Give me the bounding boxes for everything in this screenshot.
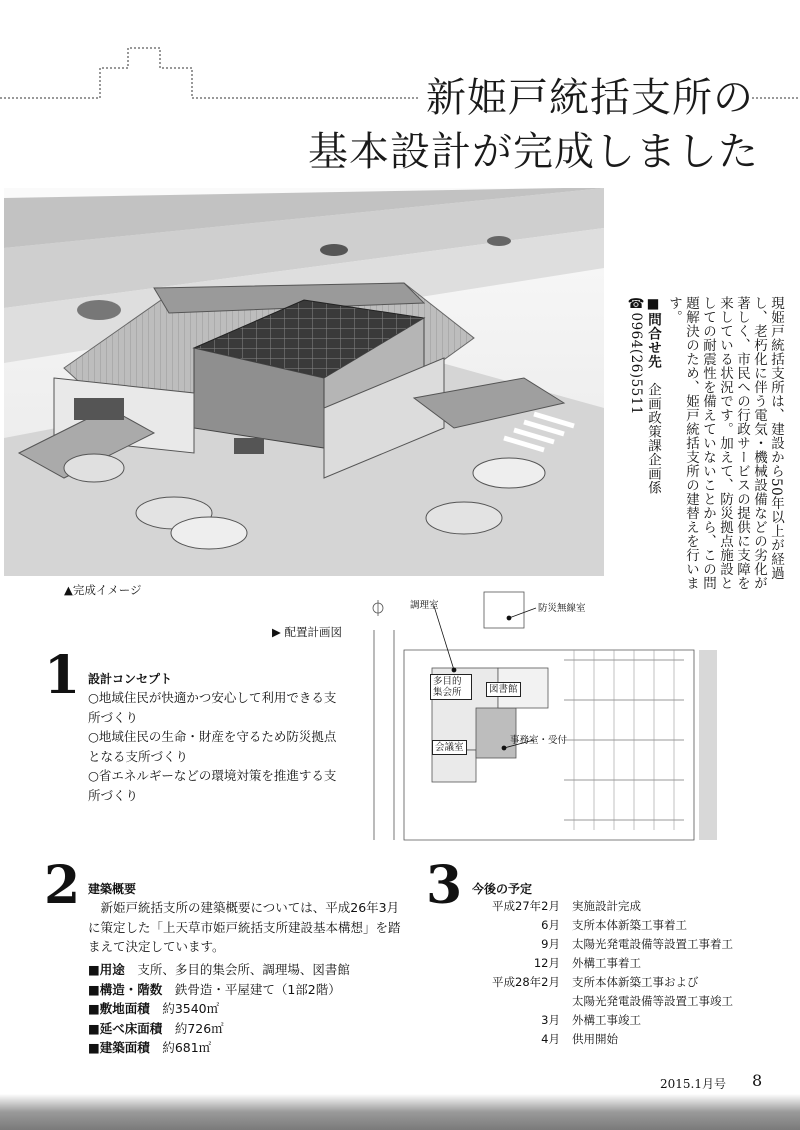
spec-row	[88, 999, 418, 1019]
contact-phone: ☎0964(26)5511	[628, 296, 644, 415]
page-title-line1: 新姫戸統括支所の	[426, 75, 754, 121]
intro-text-block	[588, 296, 784, 596]
contact-label: ■問合せ先	[645, 296, 661, 369]
plan-label-office: 事務室・受付	[510, 735, 568, 746]
site-plan-caption: ▶ 配置計画図	[272, 625, 342, 639]
footer-band	[0, 1094, 800, 1130]
issue-date: 2015.1月号	[660, 1077, 726, 1091]
spec-value: 約3540㎡	[162, 1001, 220, 1016]
concept-item: ○地域住民の生命・財産を守るため防災拠点となる支所づくり	[88, 729, 337, 764]
section2-title: 建築概要	[88, 882, 137, 896]
schedule-list: 平成27年2月 実施設計完成 6月 支所本体新築工事着工 9月 太陽光発電設備等設置工事着工 12月 外構工事着工 平成28年2月 支所本体新築工事および 太陽光発電設備等設置工事竣工 3月 外構工事竣工 4月 供用開始	[492, 899, 733, 1046]
section1-number: 1	[44, 645, 81, 706]
section2-body: 新姫戸統括支所の建築概要については、平成26年3月に策定した「上天草市姫戸統括支所建設基本構想」を踏まえて決定しています。	[88, 900, 401, 954]
concept-item: ○地域住民が快適かつ安心して利用できる支所づくり	[88, 690, 337, 725]
image-caption: ▲完成イメージ	[64, 583, 142, 597]
spec-label: ■構造・階数	[88, 981, 163, 997]
section2-number: 2	[44, 855, 81, 916]
section1-title: 設計コンセプト	[88, 672, 173, 686]
building-rendering-image	[4, 188, 604, 576]
spec-value: 約681㎡	[162, 1040, 212, 1055]
spec-label: ■敷地面積	[88, 1001, 150, 1016]
spec-row	[88, 980, 418, 1000]
page-number: 8	[752, 1071, 763, 1090]
spec-label: ■延べ床面積	[88, 1020, 163, 1036]
spec-row	[88, 960, 418, 980]
spec-value: 約726㎡	[174, 1020, 224, 1036]
spec-value: 支所、多目的集会所、調理場、図書館	[137, 962, 350, 977]
plan-label-radio-room: 防災無線室	[538, 603, 586, 614]
spec-label: ■用途	[88, 962, 125, 977]
plan-label-meeting-room: 会議室	[432, 740, 467, 755]
site-plan-drawing	[364, 590, 724, 850]
spec-value: 鉄骨造・平屋建て（1部2階）	[174, 981, 341, 997]
spec-label: ■建築面積	[88, 1040, 150, 1055]
page-title-line2: 基本設計が完成しました	[308, 129, 759, 175]
section3-title: 今後の予定	[472, 882, 533, 896]
plan-label-kitchen: 調理室	[410, 600, 439, 611]
spec-row	[88, 1019, 418, 1039]
spec-row	[88, 1038, 418, 1058]
section1-list	[88, 688, 342, 805]
plan-label-hall: 多目的集会所	[430, 674, 472, 700]
intro-body: 現姫戸統括支所は、建設から50年以上が経過し、老朽化に伴う電気・機械設備などの劣化が著しく、市民への行政サービスの提供に支障を来している状況です。加えて、防災拠点施設としての耐震性を備えていないことから、この問題解決のため、姫戸統括支所の建替えを行います。	[666, 296, 784, 590]
concept-item: ○省エネルギーなどの環境対策を推進する支所づくり	[88, 768, 337, 803]
plan-label-library: 図書館	[486, 682, 521, 697]
contact-dept: 企画政策課企画係	[645, 382, 661, 495]
section3-number: 3	[426, 855, 463, 916]
section2-specs	[88, 960, 418, 1058]
